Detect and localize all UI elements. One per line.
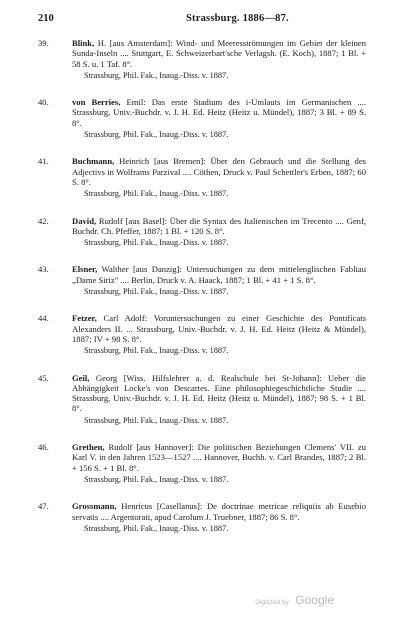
bibliography-entry: [38, 216, 366, 249]
page-number: 210: [38, 13, 54, 24]
entry-number: 40.: [38, 97, 49, 108]
bibliography-entry: [38, 442, 366, 485]
entry-number: 45.: [38, 372, 49, 383]
google-logo: Google: [295, 593, 334, 607]
entry-dissertation-note: Strassburg, Phil. Fak., Inaug.-Diss. v. 1887.: [84, 130, 229, 140]
entry-citation: [72, 313, 366, 344]
entry-text: Carl Adolf: Voruntersuchungen zu einer Geschichte des Pontificats Alexanders II. ... Strassburg, Univ.-Buchdr. v. J. H. Ed. Heitz (Heitz & Mündel), 1887; IV + 98 S. 8°.: [72, 313, 366, 344]
entry-author: Elsner,: [72, 264, 98, 275]
entry-number: 41.: [38, 156, 49, 167]
entry-dissertation-note: Strassburg, Phil. Fak., Inaug.-Diss. v. 1887.: [84, 523, 229, 533]
entry-text: Rudolf [aus Basel]: Über die Syntax des Italienischen im Trecento .... Genf, Buchdr. Ch. Pfeffer, 1887; 1 Bl. + 120 S. 8°.: [72, 215, 366, 236]
entry-citation: [72, 216, 366, 237]
entry-number: 47.: [38, 501, 49, 512]
google-watermark: [255, 591, 334, 609]
entry-text: Heinrich [aus Bremen]: Über den Gebrauch und die Stellung des Adjectivs in Wolframs Parzival .... Cöthen, Druck v. Paul Schettler's Erben, 1887; 60 S. 8°.: [72, 156, 366, 187]
entry-author: von Berries,: [72, 97, 121, 108]
bibliography-entry: [38, 373, 366, 426]
entry-number: 46.: [38, 442, 49, 453]
entry-text: Walther [aus Danzig]: Untersuchungen zu dem mittelenglischen Fabliau „Dame Siriz" .... Berlin, Druck v. A. Haack, 1887; 1 Bl. + 41 + 1 S. 8°.: [72, 264, 366, 285]
entry-dissertation-note: Strassburg, Phil. Fak., Inaug.-Diss. v. 1887.: [84, 474, 229, 484]
entry-author: Blink,: [72, 38, 95, 48]
entry-text: Emil: Das erste Stadium des i-Umlauts im Germanischen .... Strassburg, Univ.-Buchdr. v. J. H. Ed. Heitz (Heitz u. Mündel), 1887; 3 Bl. + 89 S. 8°.: [72, 97, 366, 128]
entry-citation: [72, 373, 366, 414]
entry-dissertation-note: Strassburg, Phil. Fak., Inaug.-Diss. v. 1887.: [84, 70, 229, 80]
bibliography-entry: [38, 156, 366, 199]
entry-dissertation-note: Strassburg, Phil. Fak., Inaug.-Diss. v. 1887.: [84, 415, 229, 425]
bibliography-entry: [38, 38, 366, 81]
entry-citation: [72, 501, 366, 522]
entry-citation: [72, 38, 366, 69]
bibliography-entry: [38, 501, 366, 534]
bibliography-entry: [38, 264, 366, 297]
entry-author: Grossmann,: [72, 501, 117, 512]
entry-number: 39.: [38, 38, 49, 48]
entry-number: 42.: [38, 215, 49, 226]
entry-number: 44.: [38, 313, 49, 324]
bibliography-entry: [38, 97, 366, 140]
entry-author: Grethen,: [72, 442, 105, 453]
entry-text: Georg [Wiss. Hilfslehrer a. d. Realschule bei St-Johann]: Ueber die Abhängigkeit Locke's von Descartes. Eine philosophiegeschichtliche Studie .... Strassburg, Univ.-Buchdr. v. J. H. Ed. Heitz (Heitz u. Mündel), 1887; 98 S. + 1 Bl. 8°.: [72, 372, 366, 414]
entry-citation: [72, 264, 366, 285]
entry-number: 43.: [38, 264, 49, 275]
bibliography-entry: [38, 313, 366, 356]
watermark-digitized-text: Digitized by: [255, 599, 289, 606]
page-header: [38, 13, 364, 25]
entry-text: H. [aus Amsterdam]: Wind- und Meeresströmungen im Gebiet der kleinen Sunda-Inseln .... Stuttgart, E. Schweizerbart'sche Verlagsh. (E. Koch), 1887; 1 Bl. + 58 S. u. 1 Taf. 8°.: [72, 38, 366, 69]
entry-dissertation-note: Strassburg, Phil. Fak., Inaug.-Diss. v. 1887.: [84, 346, 229, 356]
entry-author: Buchmann,: [72, 156, 115, 167]
running-title: Strassburg. 1886—87.: [186, 13, 289, 24]
entry-citation: [72, 442, 366, 473]
bibliography-list: [38, 38, 366, 550]
entry-text: Rudolf [aus Hannover]: Die politischen Beziehungen Clemens' VII. zu Karl V. in den Jahren 1523—1527 .... Hannover, Buchh. v. Carl Brandes, 1887; 2 Bl. + 156 S. + 1 Bl. 8°.: [72, 442, 366, 473]
entry-text: Henricus [Casellanus]: De doctrinae metricae reliquiis ab Eusebio servatis .... Argentorati, apud Carolum J. Truebner, 1887; 86 S. 8°.: [72, 501, 366, 522]
entry-author: Fetzer,: [72, 313, 97, 324]
entry-author: Geil,: [72, 372, 90, 383]
entry-dissertation-note: Strassburg, Phil. Fak., Inaug.-Diss. v. 1887.: [84, 287, 229, 297]
entry-dissertation-note: Strassburg, Phil. Fak., Inaug.-Diss. v. 1887.: [84, 189, 229, 199]
entry-author: David,: [72, 215, 97, 226]
entry-citation: [72, 97, 366, 128]
entry-citation: [72, 156, 366, 187]
entry-dissertation-note: Strassburg, Phil. Fak., Inaug.-Diss. v. 1887.: [84, 238, 229, 248]
